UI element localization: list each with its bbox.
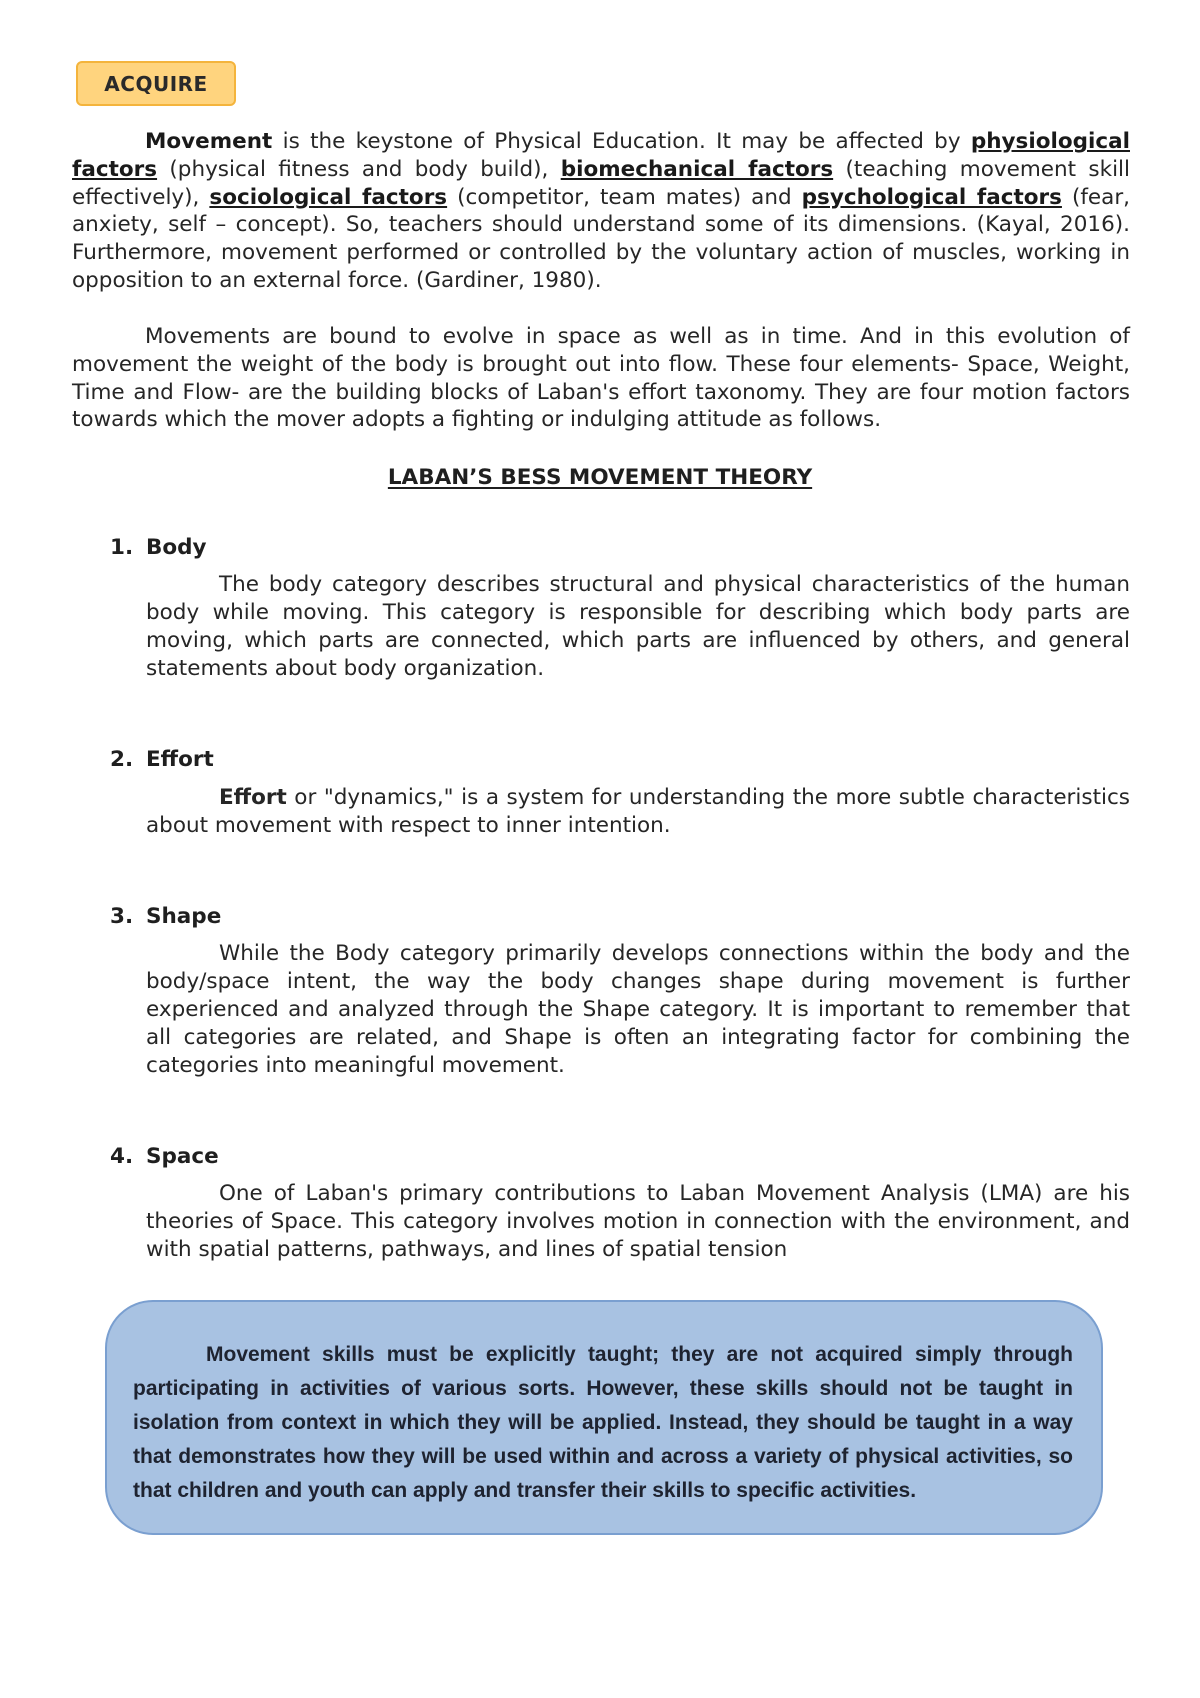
term-movement: Movement: [145, 129, 273, 154]
intro-text: (physical fitness and body build),: [157, 156, 561, 182]
list-item-number: 3.: [110, 904, 134, 929]
list-item-body-effort: [146, 784, 1130, 840]
list-item-heading-space: [110, 1143, 219, 1171]
list-item-title: Body: [146, 535, 207, 560]
term-physiological-factors: physiological factors: [72, 129, 1130, 182]
intro-text: (fear, anxiety, self – concept). So, teachers should understand some of its dimensions. (Kayal, 2016). Furthermore, movement performed or controlled by the voluntary action of muscles, working in opposition to an external force. (Gardiner, 1980).: [72, 184, 1130, 293]
list-item-title: Effort: [146, 747, 214, 772]
callout-text: Movement skills must be explicitly taught; they are not acquired simply through participating in activities of various sorts. However, these skills should not be taught in isolation from context in which they will be applied. Instead, they should be taught in a way that demonstrates how they will be used within and across a variety of physical activities, so that children and youth can apply and transfer their skills to specific activities.: [133, 1343, 1073, 1502]
intro-paragraph-2: Movements are bound to evolve in space as well as in time. And in this evolution of movement the weight of the body is brought out into flow. These four elements- Space, Weight, Time and Flow- are the building blocks of Laban's effort taxonomy. They are four motion factors towards which the mover adopts a fighting or indulging attitude as follows.: [72, 324, 1130, 433]
intro-text: is the keystone of Physical Education. It may be affected by: [272, 129, 971, 154]
term-sociological-factors: sociological factors: [209, 184, 448, 210]
list-item-title: Shape: [146, 904, 222, 929]
section-title: LABAN’S BESS MOVEMENT THEORY: [387, 465, 813, 490]
list-item-number: 1.: [110, 535, 134, 560]
list-item-body-body: The body category describes structural and physical characteristics of the human body while moving. This category is responsible for describing which body parts are moving, which parts are connected, which parts are influenced by others, and general statements about body organization.: [146, 572, 1130, 681]
list-item-heading-effort: [110, 746, 214, 774]
list-item-number: 2.: [110, 747, 134, 772]
term-biomechanical-factors: biomechanical factors: [560, 156, 834, 182]
list-item-heading-shape: [110, 903, 221, 931]
list-item-number: 4.: [110, 1144, 134, 1169]
intro-text: (competitor, team mates) and: [447, 184, 802, 210]
list-item-body-space: One of Laban's primary contributions to Laban Movement Analysis (LMA) are his theories of Space. This category involves motion in connection with the environment, and with spatial patterns, pathways, and lines of spatial tension: [146, 1181, 1130, 1262]
term-psychological-factors: psychological factors: [801, 184, 1062, 210]
intro-text: (teaching movement skill effectively),: [72, 156, 1130, 210]
acquire-badge: [76, 61, 236, 106]
intro-paragraph-1: [72, 128, 1130, 295]
list-item-title: Space: [146, 1144, 219, 1169]
acquire-badge-label: ACQUIRE: [104, 71, 208, 96]
term-effort: Effort: [219, 785, 287, 810]
list-item-body-text: or "dynamics," is a system for understanding the more subtle characteristics about movement with respect to inner intention.: [146, 785, 1130, 838]
list-item-body-shape: While the Body category primarily develops connections within the body and the body/space intent, the way the body changes shape during movement is further experienced and analyzed through the Shape category. It is important to remember that all categories are related, and Shape is often an integrating factor for combining the categories into meaningful movement.: [146, 941, 1130, 1078]
list-item-heading-body: [110, 534, 207, 562]
callout-box: [105, 1300, 1103, 1535]
